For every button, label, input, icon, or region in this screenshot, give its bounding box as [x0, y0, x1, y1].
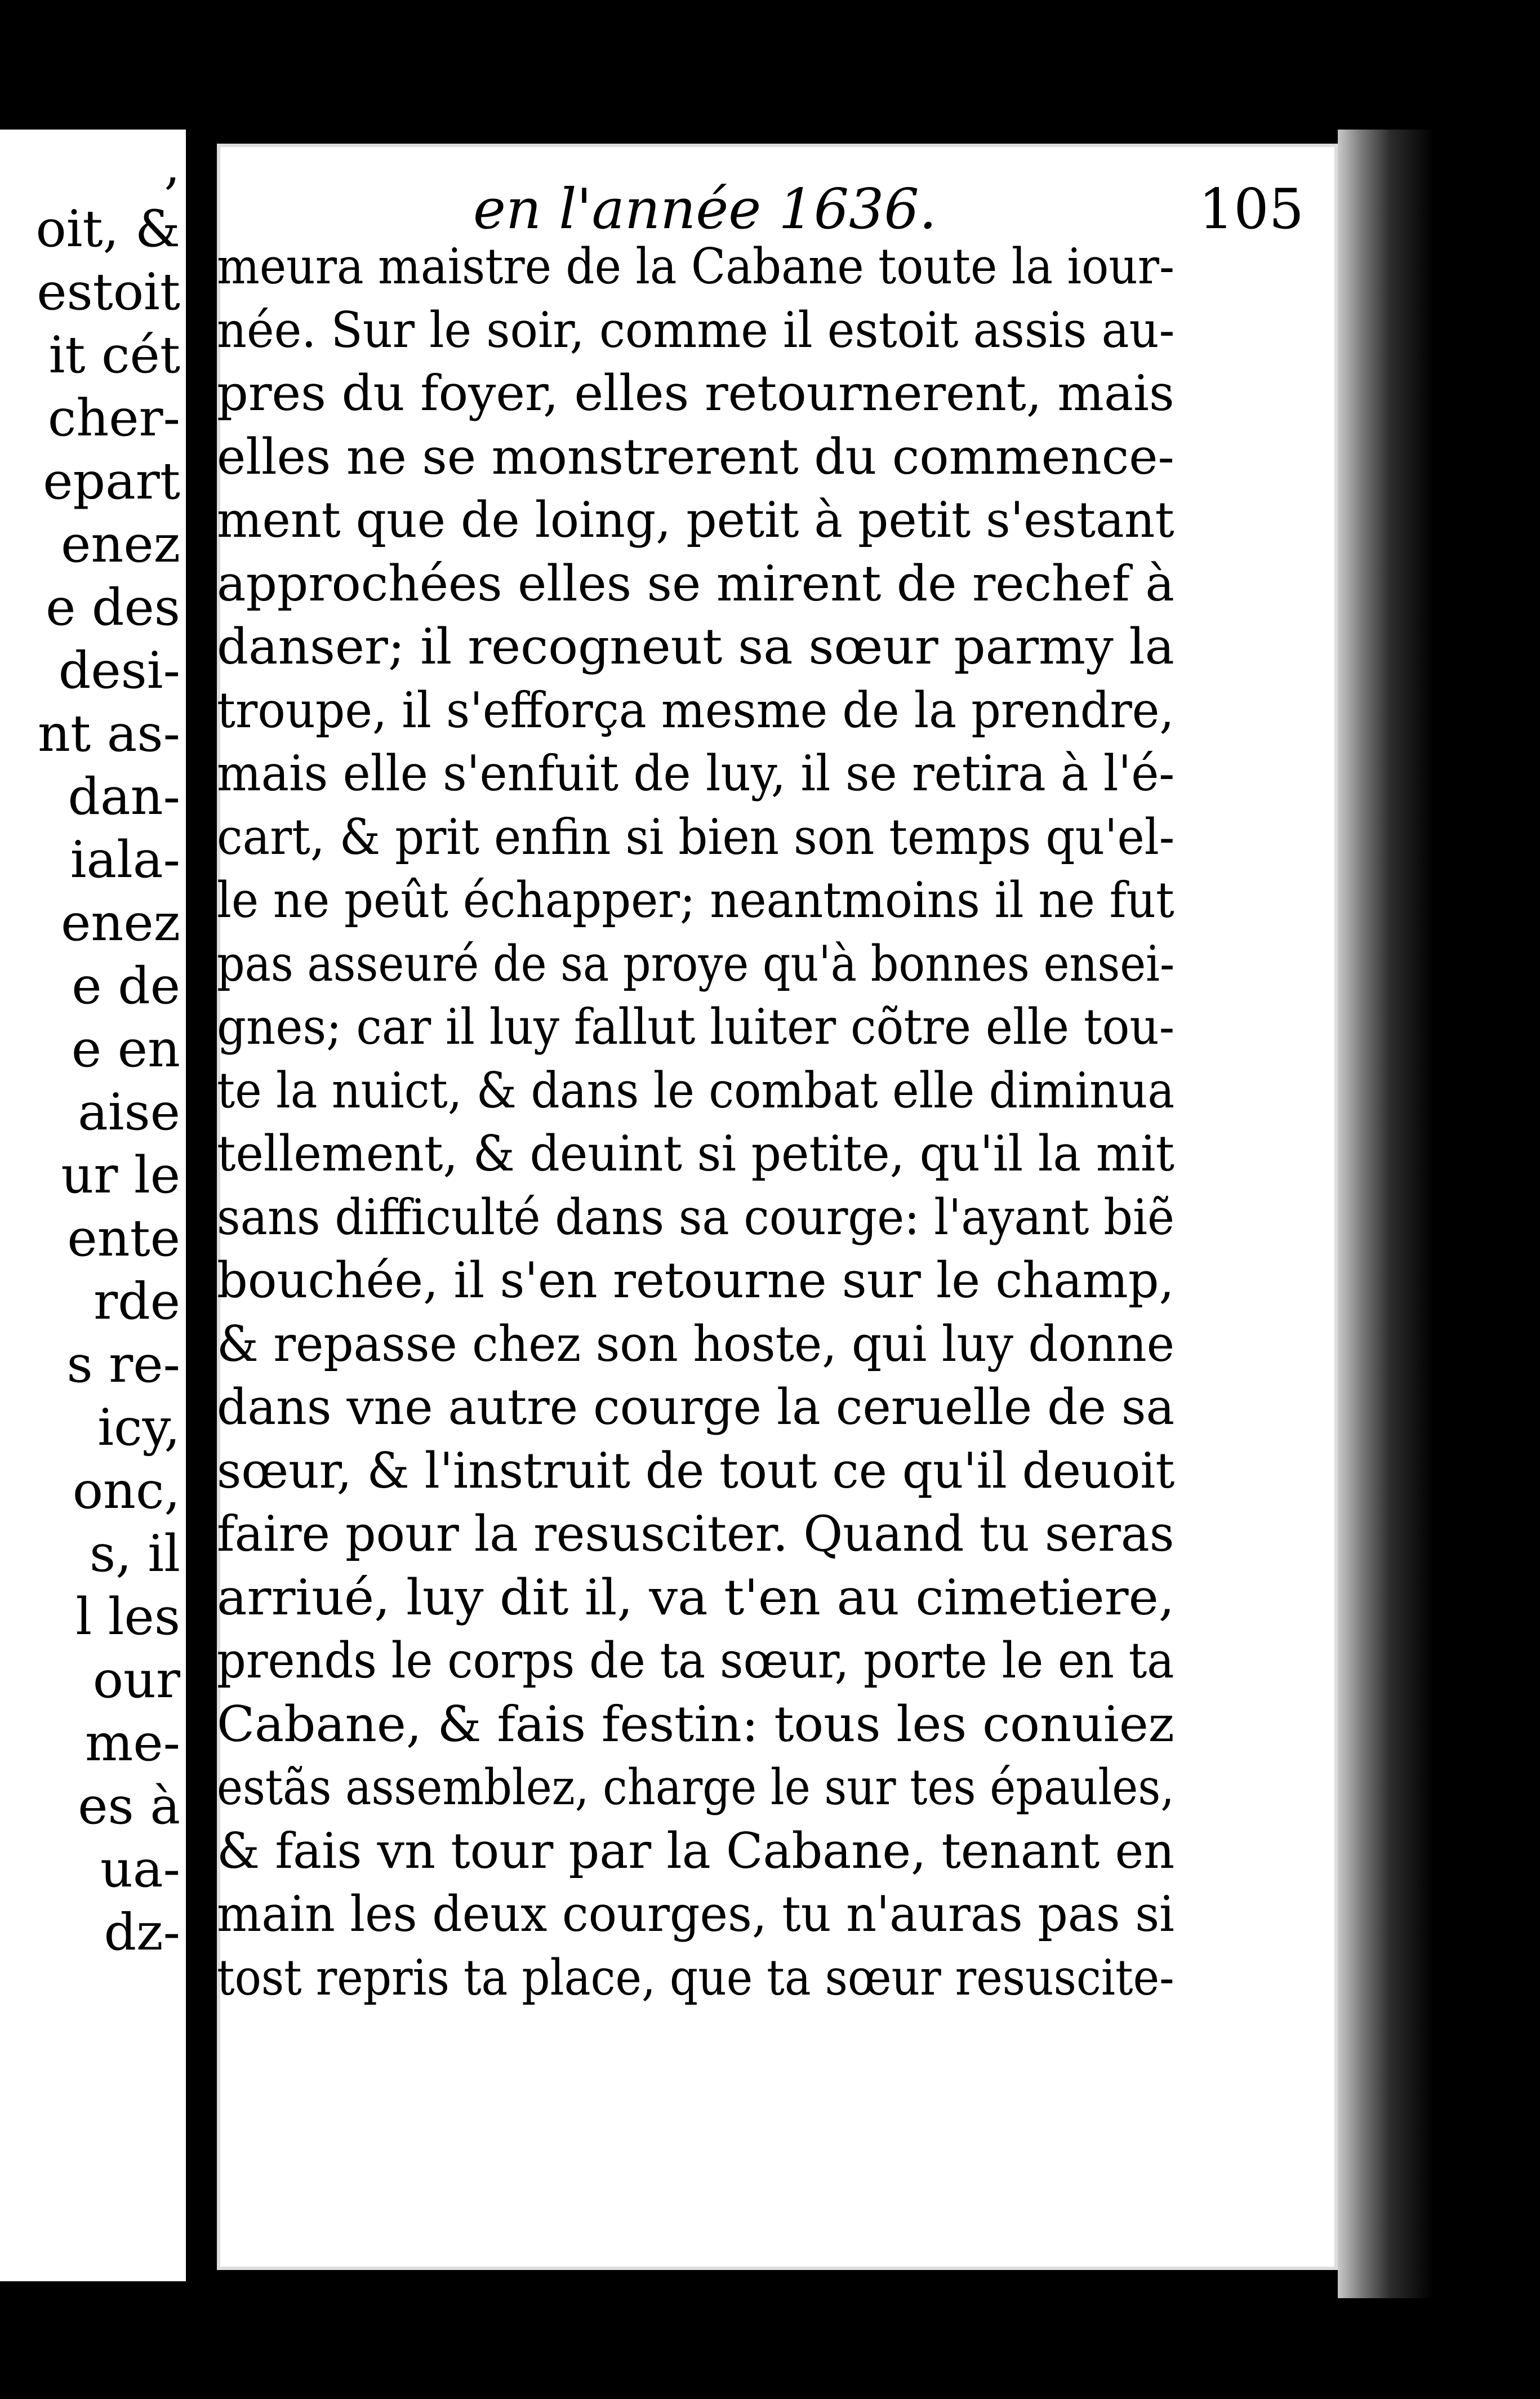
text-line-row [217, 301, 1338, 369]
text-line-row [217, 364, 1338, 432]
text-line: dans vne autre courge la ceruelle de sa [217, 1378, 1175, 1436]
left-page-line: onc, [72, 1461, 180, 1520]
text-line: gnes; car il luy fallut luiter cõtre elle tou- [217, 998, 1175, 1056]
left-page-line: nt as- [38, 704, 180, 763]
left-page-line: s, il [90, 1524, 180, 1583]
left-page-line: icy, [97, 1398, 180, 1457]
left-page-line: ente [67, 1209, 180, 1268]
text-line: pres du foyer, elles retournerent, mais [217, 364, 1174, 422]
text-line-row [217, 934, 1338, 1003]
text-line-row [217, 1885, 1338, 1953]
text-line: tost repris ta place, que ta sœur resuscite- [217, 1948, 1174, 2006]
text-line: prends le corps de ta sœur, porte le en ta [217, 1632, 1174, 1689]
text-line-row [217, 871, 1338, 939]
left-page-line: s re- [66, 1335, 180, 1394]
text-line-row [217, 428, 1338, 496]
text-line: mais elle s'enfuit de luy, il se retira à l'é- [217, 745, 1175, 802]
text-line: approchées elles se mirent de rechef à [217, 554, 1174, 612]
text-line-row [217, 1315, 1338, 1383]
text-line-row [217, 1252, 1338, 1319]
text-line: ment que de loing, petit à petit s'estant [217, 491, 1174, 549]
left-page-line: dz- [104, 1903, 180, 1962]
left-page-line: l les [75, 1587, 180, 1646]
book-gutter [186, 113, 217, 2298]
left-page-line: ur le [61, 1146, 180, 1205]
text-line-row [217, 1188, 1338, 1256]
left-page-line: epart [43, 452, 180, 511]
text-line-row [217, 1505, 1338, 1573]
text-line-row [217, 1822, 1338, 1890]
text-line-row [217, 808, 1338, 876]
left-page-line: me- [84, 1713, 180, 1773]
text-line: sans difficulté dans sa courge: l'ayant biẽ [217, 1188, 1174, 1246]
text-line: danser; il recogneut sa sœur parmy la [217, 618, 1174, 675]
text-line: Cabane, & fais festin: tous les conuiez [217, 1695, 1174, 1753]
text-line-row [217, 554, 1338, 622]
text-line-row [217, 1441, 1338, 1510]
text-line-row [217, 1695, 1338, 1763]
text-line: meura maistre de la Cabane toute la iour- [217, 238, 1175, 295]
page-edge-shadow [1338, 130, 1434, 2298]
left-page-line: e en [71, 1020, 180, 1079]
left-page-line: desi- [58, 641, 180, 700]
left-page-line: enez [61, 515, 180, 574]
left-page-line: our [92, 1650, 180, 1710]
text-line-row [217, 998, 1338, 1066]
text-line: le ne peût échapper; neantmoins il ne fut [217, 871, 1174, 929]
text-line: elles ne se monstrerent du commence- [217, 428, 1174, 486]
text-line-row [217, 491, 1338, 559]
page-number: 105 [1198, 177, 1304, 242]
left-page-line: aise [78, 1083, 180, 1142]
text-line-row [217, 1632, 1338, 1699]
text-line: faire pour la resusciter. Quand tu seras [217, 1505, 1174, 1563]
text-line-row [217, 1378, 1338, 1446]
page-header [217, 172, 1338, 242]
left-page-margin-fragment [0, 130, 186, 2281]
text-line: & repasse chez son hoste, qui luy donne [217, 1315, 1174, 1373]
text-line-row [217, 1948, 1338, 2017]
text-line-row [217, 1125, 1338, 1192]
text-line: main les deux courges, tu n'auras pas si [217, 1885, 1174, 1943]
left-page-line: dan- [68, 767, 180, 826]
text-line: cart, & prit enfin si bien son temps qu'el- [217, 808, 1175, 866]
text-line: & fais vn tour par la Cabane, tenant en [217, 1822, 1175, 1880]
text-line: pas asseuré de sa proye qu'à bonnes ensei- [217, 934, 1175, 992]
text-line-row [217, 1759, 1338, 1826]
text-line-row [217, 238, 1338, 305]
left-page-line: , [164, 136, 180, 195]
text-line: troupe, il s'efforça mesme de la prendre, [217, 681, 1174, 739]
left-page-line: e des [46, 578, 180, 637]
text-line-row [217, 1568, 1338, 1636]
text-line: arriué, luy dit il, va t'en au cimetiere, [217, 1568, 1175, 1626]
text-line-row [217, 1061, 1338, 1129]
left-page-line: cher- [47, 389, 180, 448]
running-title: en l'année 1636. [473, 177, 937, 242]
left-page-line: e de [72, 956, 180, 1016]
text-line-row [217, 745, 1338, 812]
text-line: te la nuict, & dans le combat elle diminua [217, 1061, 1175, 1119]
left-page-line: rde [94, 1272, 180, 1331]
left-page-line: oit, & [35, 199, 180, 259]
left-page-line: enez [61, 893, 180, 953]
text-line-row [217, 618, 1338, 686]
text-line: sœur, & l'instruit de tout ce qu'il deuoit [217, 1441, 1175, 1499]
left-page-line: iala- [70, 830, 180, 889]
text-line: née. Sur le soir, comme il estoit assis au- [217, 301, 1175, 359]
text-line: bouchée, il s'en retourne sur le champ, [217, 1252, 1174, 1309]
left-page-line: es à [78, 1777, 180, 1836]
left-page-line: estoit [37, 262, 180, 322]
right-page [217, 144, 1338, 2270]
text-line: tellement, & deuint si petite, qu'il la mit [217, 1125, 1175, 1182]
left-page-line: ua- [100, 1840, 180, 1899]
left-page-line: it cét [48, 326, 180, 385]
text-line-row [217, 681, 1338, 749]
text-line: estãs assemblez, charge le sur tes épaules, [217, 1759, 1174, 1816]
